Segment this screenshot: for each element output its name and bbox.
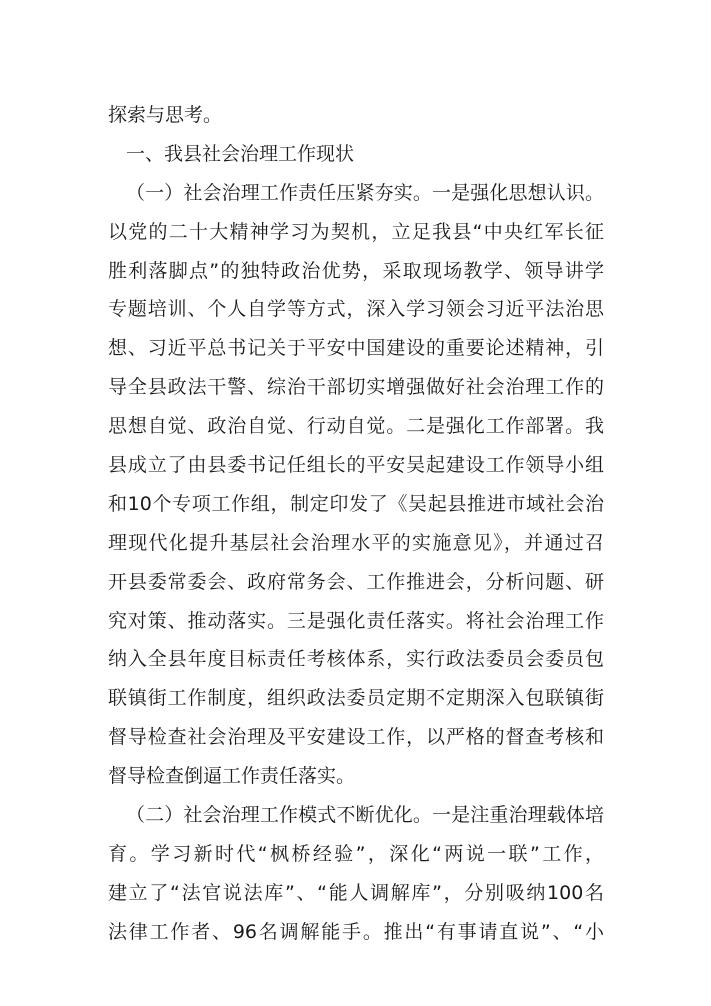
section-heading: 一、我县社会治理工作现状 bbox=[126, 142, 355, 165]
body-line: 建立了“法官说法库”、“能人调解库”，分别吸纳100名 bbox=[108, 881, 604, 904]
body-line: 理现代化提升基层社会治理水平的实施意见》，并通过召 bbox=[108, 531, 604, 554]
paragraph-tail-line: 探索与思考。 bbox=[108, 104, 223, 126]
body-line: 胜利落脚点”的独特政治优势，采取现场教学、领导讲学 bbox=[108, 259, 604, 282]
subsection-heading-line: （二）社会治理工作模式不断优化。一是注重治理载体培 bbox=[126, 804, 604, 827]
paragraph-end-line: 督导检查倒逼工作责任落实。 bbox=[108, 765, 356, 788]
body-line: 思想自觉、政治自觉、行动自觉。二是强化工作部署。我 bbox=[108, 415, 604, 438]
body-line: 和10个专项工作组，制定印发了《吴起县推进市域社会治 bbox=[108, 492, 604, 515]
body-line: 育。学习新时代“枫桥经验”，深化“两说一联”工作， bbox=[108, 842, 604, 865]
subsection-heading-line: （一）社会治理工作责任压紧夯实。一是强化思想认识。 bbox=[126, 181, 604, 204]
body-line: 导全县政法干警、综治干部切实增强做好社会治理工作的 bbox=[108, 376, 604, 399]
body-line: 以党的二十大精神学习为契机，立足我县“中央红军长征 bbox=[108, 220, 604, 243]
body-line: 开县委常委会、政府常务会、工作推进会，分析问题、研 bbox=[108, 570, 604, 593]
body-line: 想、习近平总书记关于平安中国建设的重要论述精神，引 bbox=[108, 337, 604, 360]
body-line: 究对策、推动落实。三是强化责任落实。将社会治理工作 bbox=[108, 609, 604, 632]
body-line: 法律工作者、96名调解能手。推出“有事请直说”、“小 bbox=[108, 920, 604, 943]
body-line: 督导检查社会治理及平安建设工作，以严格的督查考核和 bbox=[108, 726, 604, 749]
body-line: 县成立了由县委书记任组长的平安吴起建设工作领导小组 bbox=[108, 454, 604, 477]
body-line: 专题培训、个人自学等方式，深入学习领会习近平法治思 bbox=[108, 298, 604, 321]
body-line: 联镇街工作制度，组织政法委员定期不定期深入包联镇街 bbox=[108, 687, 604, 710]
document-body bbox=[108, 96, 604, 952]
body-line: 纳入全县年度目标责任考核体系，实行政法委员会委员包 bbox=[108, 648, 604, 671]
